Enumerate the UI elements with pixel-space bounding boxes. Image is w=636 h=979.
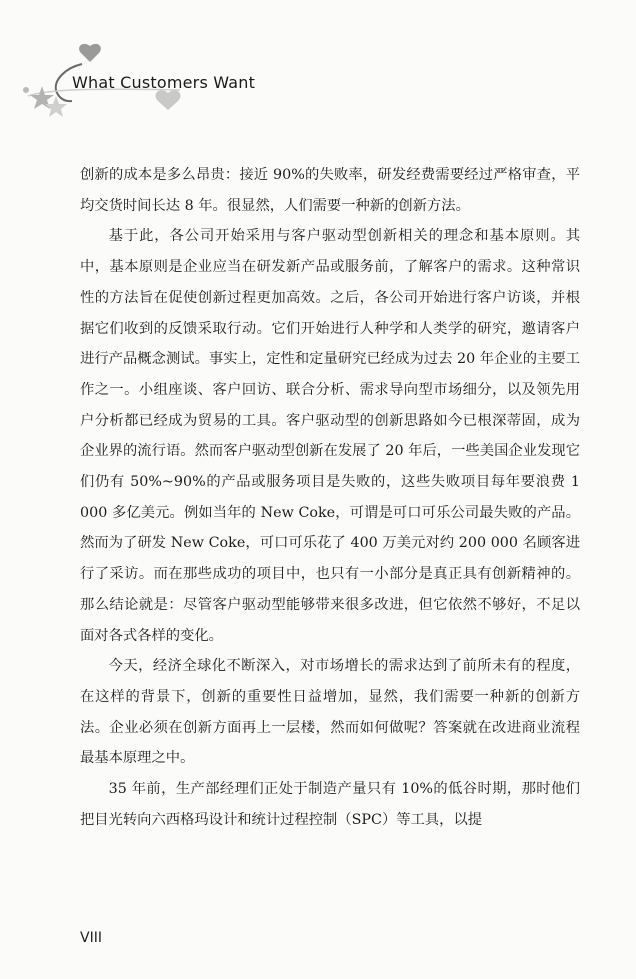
running-header xyxy=(0,0,636,140)
paragraph-1: 创新的成本是多么昂贵：接近 90%的失败率，研发经费需要经过严格审查，平均交货时间长达 8 年。很显然，人们需要一种新的创新方法。 xyxy=(80,167,580,214)
header-title: What Customers Want xyxy=(72,73,256,92)
page-number: VIII xyxy=(80,930,102,946)
body-text xyxy=(80,160,580,835)
paragraph-2: 基于此，各公司开始采用与客户驱动型创新相关的理念和基本原则。其中，基本原则是企业应当在研发新产品或服务前，了解客户的需求。这种常识性的方法旨在促使创新过程更加高效。之后，各公司开始进行客户访谈，并根据它们收到的反馈采取行动。它们开始进行人种学和人类学的研究，邀请客户进行产品概念测试。事实上，定性和定量研究已经成为过去 20 年企业的主要工作之一。小组座谈、客户回访、联合分析、需求导向型市场细分，以及领先用户分析都已经成为贸易的工具。客户驱动型的创新思路如今已根深蒂固，成为企业界的流行语。然而客户驱动型创新在发展了 20 年后，一些美国企业发现它们仍有 50%~90%的产品或服务项目是失败的，这些失败项目每年要浪费 1 000 多亿美元。例如当年的 New Coke，可谓是可口可乐公司最失败的产品。然而为了研发 New Coke，可口可乐花了 400 万美元对约 200 000 名顾客进行了采访。而在那些成功的项目中，也只有一小部分是真正具有创新精神的。那么结论就是：尽管客户驱动型能够带来很多改进，但它依然不够好，不足以面对各式各样的变化。 xyxy=(80,228,580,644)
paragraph-3: 今天，经济全球化不断深入，对市场增长的需求达到了前所未有的程度，在这样的背景下，创新的重要性日益增加，显然，我们需要一种新的创新方法。企业必须在创新方面再上一层楼，然而如何做呢？答案就在改进商业流程最基本原理之中。 xyxy=(80,658,580,767)
paragraph-4: 35 年前，生产部经理们正处于制造产量只有 10%的低谷时期，那时他们把目光转向六西格玛设计和统计过程控制（SPC）等工具，以提 xyxy=(80,781,580,828)
